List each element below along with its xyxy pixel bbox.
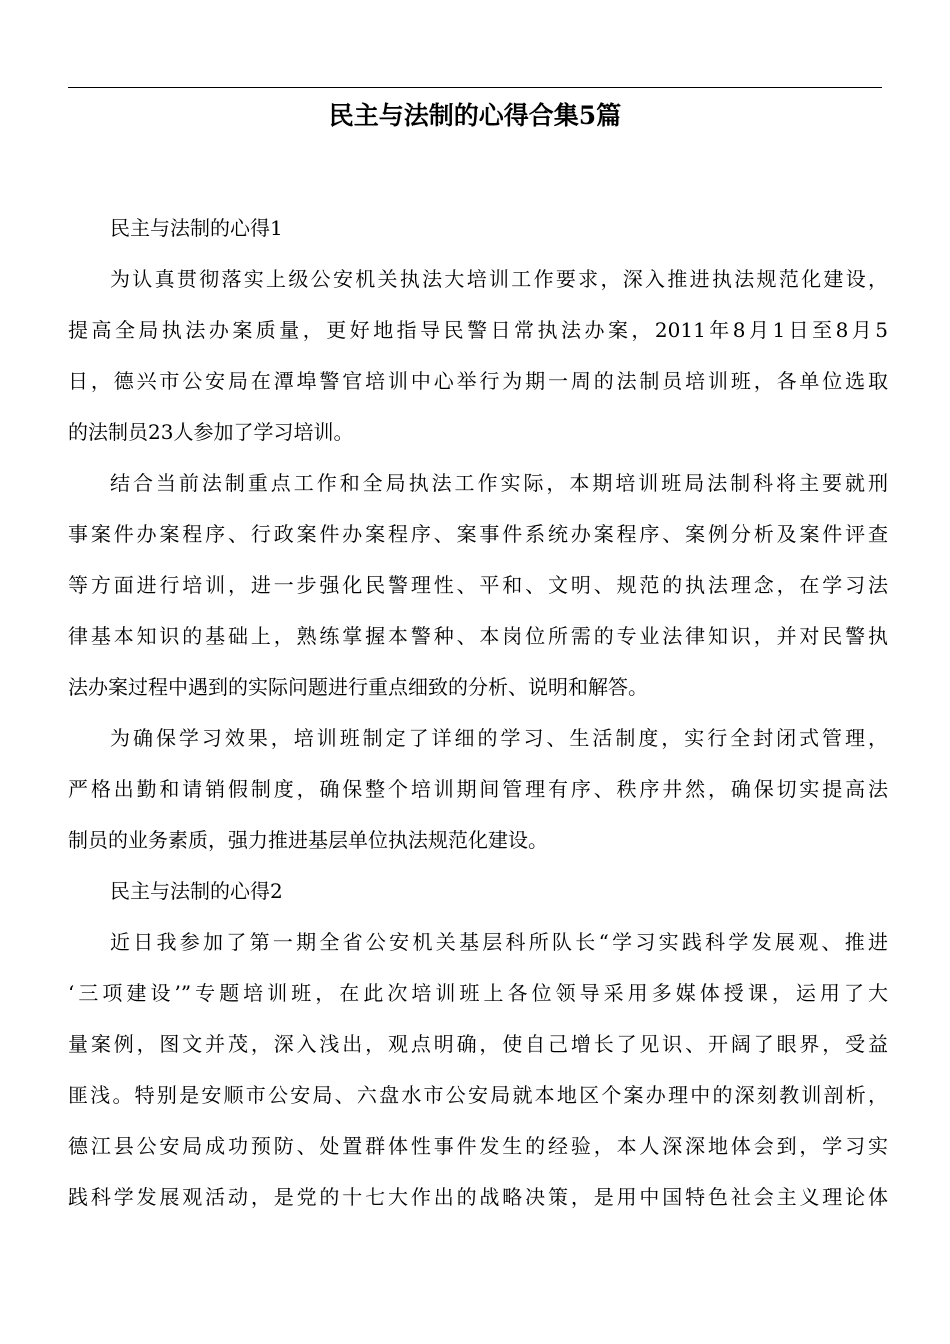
header-rule <box>68 87 882 88</box>
paragraph-line: 制员的业务素质，强力推进基层单位执法规范化建设。 <box>68 828 548 852</box>
paragraph-line: 事案件办案程序、行政案件办案程序、案事件系统办案程序、案例分析及案件评查 <box>68 522 888 546</box>
section-heading: 民主与法制的心得1 <box>110 216 283 240</box>
paragraph-line: ‘三项建设’”专题培训班，在此次培训班上各位领导采用多媒体授课，运用了大 <box>68 981 888 1005</box>
paragraph-line: 量案例，图文并茂，深入浅出，观点明确，使自己增长了见识、开阔了眼界，受益 <box>68 1032 888 1056</box>
paragraph-line: 等方面进行培训，进一步强化民警理性、平和、文明、规范的执法理念，在学习法 <box>68 573 888 597</box>
paragraph-line: 提高全局执法办案质量，更好地指导民警日常执法办案，2011年8月1日至8月5 <box>68 318 888 342</box>
paragraph-line: 德江县公安局成功预防、处置群体性事件发生的经验，本人深深地体会到，学习实 <box>68 1134 888 1158</box>
document-body <box>68 211 888 1231</box>
paragraph-line: 法办案过程中遇到的实际问题进行重点细致的分析、说明和解答。 <box>68 675 648 699</box>
paragraph-line: 律基本知识的基础上，熟练掌握本警种、本岗位所需的专业法律知识，并对民警执 <box>68 624 888 648</box>
section-heading: 民主与法制的心得2 <box>110 879 283 903</box>
paragraph-line: 近日我参加了第一期全省公安机关基层科所队长“学习实践科学发展观、推进 <box>110 930 888 954</box>
document-title: 民主与法制的心得合集5篇 <box>328 101 622 130</box>
paragraph-line: 践科学发展观活动，是党的十七大作出的战略决策，是用中国特色社会主义理论体 <box>68 1185 888 1209</box>
paragraph-line: 匪浅。特别是安顺市公安局、六盘水市公安局就本地区个案办理中的深刻教训剖析， <box>68 1083 888 1107</box>
paragraph-line: 严格出勤和请销假制度，确保整个培训期间管理有序、秩序井然，确保切实提高法 <box>68 777 888 801</box>
paragraph-line: 的法制员23人参加了学习培训。 <box>68 420 354 444</box>
paragraph-line: 结合当前法制重点工作和全局执法工作实际，本期培训班局法制科将主要就刑 <box>110 471 888 495</box>
paragraph-line: 为认真贯彻落实上级公安机关执法大培训工作要求，深入推进执法规范化建设， <box>110 267 888 291</box>
paragraph-line: 为确保学习效果，培训班制定了详细的学习、生活制度，实行全封闭式管理， <box>110 726 888 750</box>
paragraph-line: 日，德兴市公安局在潭埠警官培训中心举行为期一周的法制员培训班，各单位选取 <box>68 369 888 393</box>
